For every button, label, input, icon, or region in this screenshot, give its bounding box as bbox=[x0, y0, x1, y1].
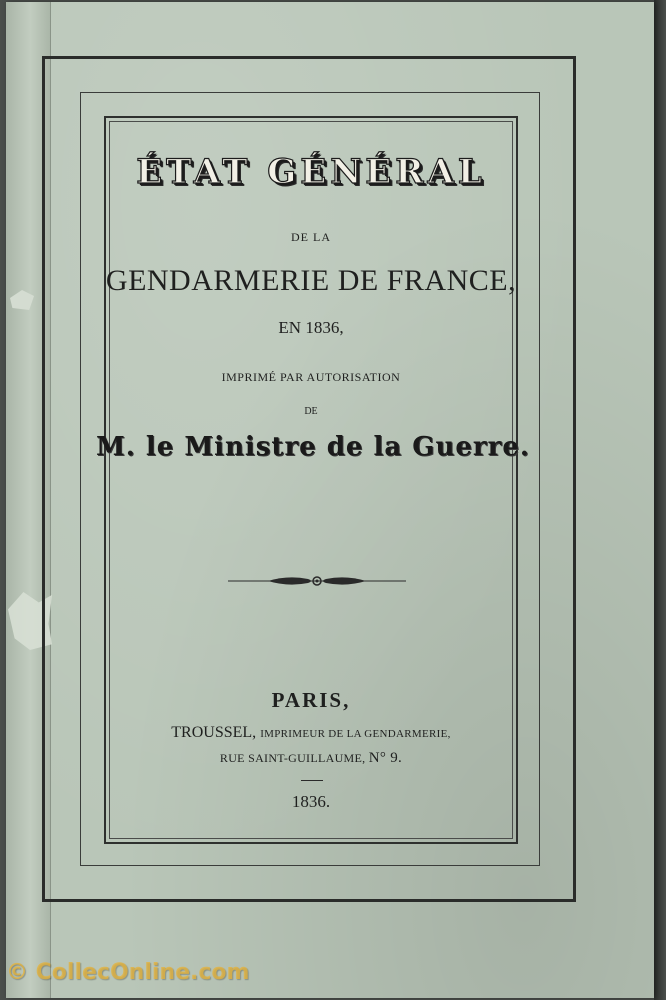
short-rule bbox=[301, 780, 323, 781]
ornament-divider bbox=[228, 572, 406, 590]
street-name: RUE SAINT-GUILLAUME, bbox=[219, 751, 366, 765]
cover-subject: GENDARMERIE DE FRANCE, bbox=[105, 264, 517, 297]
cover-de-la: DE LA bbox=[291, 230, 331, 244]
publication-date: 1836. bbox=[291, 792, 331, 811]
publisher-city: PARIS, bbox=[271, 688, 351, 712]
printer-title: IMPRIMEUR DE LA GENDARMERIE, bbox=[260, 728, 451, 740]
background-edge bbox=[654, 0, 666, 1000]
cover-year-line: EN 1836, bbox=[278, 318, 344, 337]
publisher-address bbox=[104, 750, 518, 767]
street-number: N° 9. bbox=[368, 750, 403, 766]
cover-authority: M. le Ministre de la Guerre. bbox=[96, 432, 530, 462]
printer-name: TROUSSEL, bbox=[171, 724, 257, 741]
cover-de: DE bbox=[304, 406, 318, 417]
watermark-text: © CollecOnline.com bbox=[6, 960, 250, 985]
publisher-line bbox=[96, 724, 526, 742]
cover-title: ÉTAT GÉNÉRAL bbox=[136, 152, 486, 192]
cover-imprimatur: IMPRIMÉ PAR AUTORISATION bbox=[221, 370, 401, 384]
